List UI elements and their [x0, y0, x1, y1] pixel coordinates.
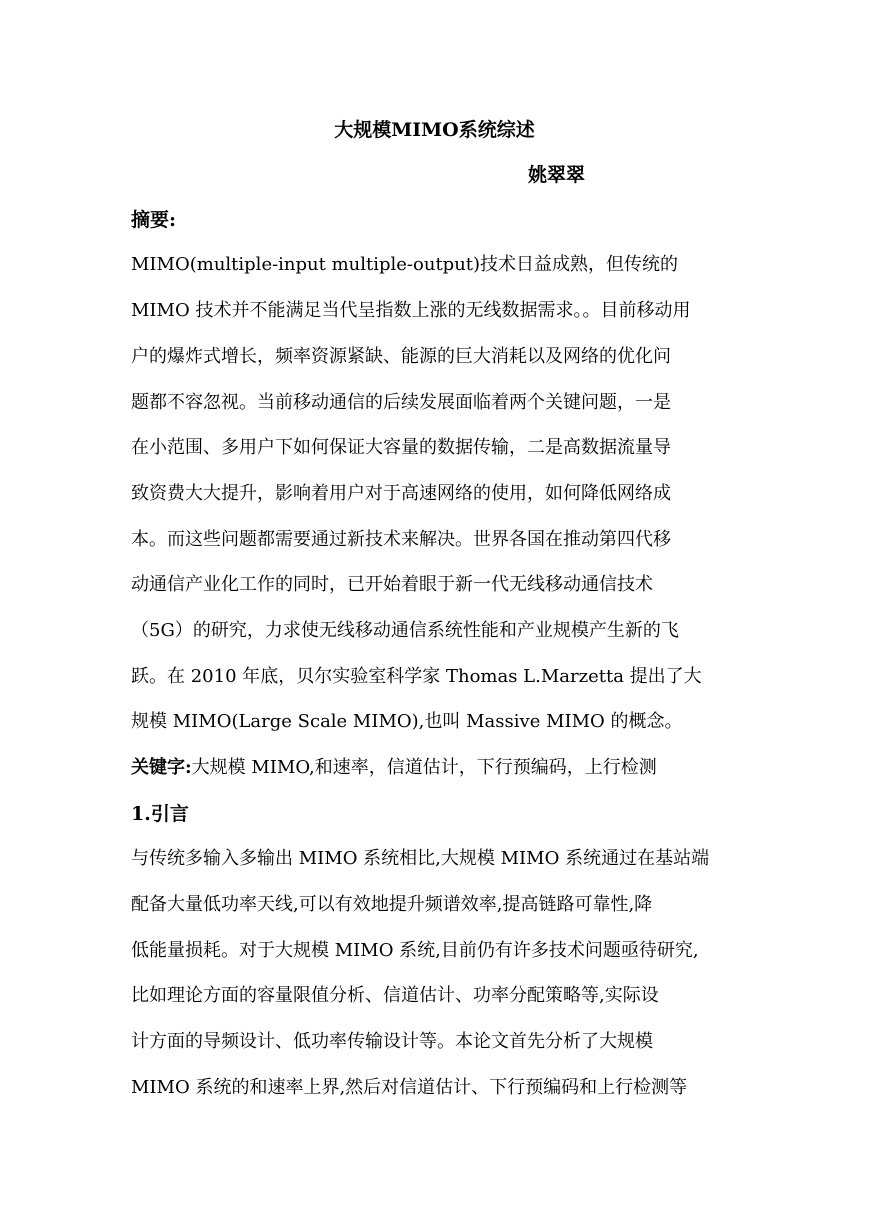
abstract-line: 题都不容忽视。当前移动通信的后续发展面临着两个关键问题，一是 — [131, 392, 671, 413]
intro-line: 与传统多输入多输出 MIMO 系统相比,大规模 MIMO 系统通过在基站端 — [131, 848, 710, 869]
section-heading: 1.引言 — [131, 803, 189, 825]
abstract-line: 致资费大大提升，影响着用户对于高速网络的使用，如何降低网络成 — [131, 483, 671, 504]
abstract-line: 户的爆炸式增长，频率资源紧缺、能源的巨大消耗以及网络的优化问 — [131, 346, 671, 367]
intro-line: 比如理论方面的容量限值分析、信道估计、功率分配策略等,实际设 — [131, 985, 659, 1006]
abstract-line: MIMO 技术并不能满足当代呈指数上涨的无线数据需求。。目前移动用 — [131, 300, 691, 321]
abstract-line: 规模 MIMO(Large Scale MIMO),也叫 Massive MIMO 的概念。 — [131, 711, 683, 732]
abstract-line: （5G）的研究，力求使无线移动通信系统性能和产业规模产生新的飞 — [131, 620, 679, 641]
document-title: 大规模MIMO系统综述 — [334, 119, 535, 141]
abstract-line: 动通信产业化工作的同时，已开始着眼于新一代无线移动通信技术 — [131, 574, 653, 595]
intro-line: 计方面的导频设计、低功率传输设计等。本论文首先分析了大规模 — [131, 1031, 653, 1052]
abstract-line: 本。而这些问题都需要通过新技术来解决。世界各国在推动第四代移 — [131, 529, 671, 550]
abstract-heading: 摘要: — [131, 209, 177, 231]
keywords-line — [131, 754, 657, 782]
abstract-line: MIMO(multiple-input multiple-output)技术日益成熟，但传统的 — [131, 254, 679, 275]
keywords-label: 关键字: — [131, 757, 192, 778]
author-name: 姚翠翠 — [528, 164, 586, 186]
keywords-text: 大规模 MIMO,和速率，信道估计，下行预编码，上行检测 — [191, 757, 657, 778]
intro-line: 配备大量低功率天线,可以有效地提升频谱效率,提高链路可靠性,降 — [131, 894, 653, 915]
abstract-line: 跃。在 2010 年底，贝尔实验室科学家 Thomas L.Marzetta 提出了大 — [131, 666, 702, 687]
intro-line: MIMO 系统的和速率上界,然后对信道估计、下行预编码和上行检测等 — [131, 1077, 688, 1098]
abstract-line: 在小范围、多用户下如何保证大容量的数据传输，二是高数据流量导 — [131, 437, 671, 458]
intro-line: 低能量损耗。对于大规模 MIMO 系统,目前仍有许多技术问题亟待研究, — [131, 940, 699, 961]
